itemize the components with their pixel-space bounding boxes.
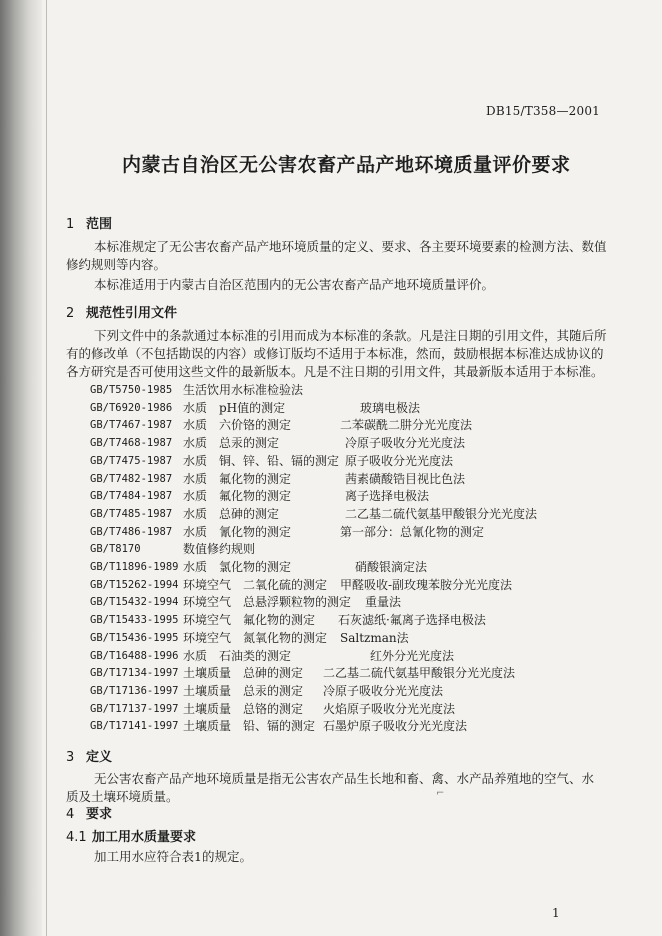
reference-code: GB/T17136-1997 [90,684,179,697]
paragraph-line: 无公害农畜产品产地环境质量是指无公害农产品生长地和畜、禽、水产品养殖地的空气、水 [94,771,595,786]
document-number: DB15/T358—2001 [486,104,600,118]
reference-method: 重量法 [365,595,402,610]
document-title: 内蒙古自治区无公害农畜产品产地环境质量评价要求 [122,154,571,176]
reference-row [90,718,610,735]
reference-code: GB/T16488-1996 [90,649,179,662]
section-number: 3 [66,750,75,765]
reference-method: 硝酸银滴定法 [355,560,428,574]
reference-method: 石墨炉原子吸收分光光度法 [323,719,468,734]
reference-code: GB/T15436-1995 [90,631,179,644]
reference-list [90,382,610,742]
reference-row [90,382,610,399]
reference-row [90,701,610,718]
reference-code: GB/T7485-1987 [90,507,173,520]
paragraph-line: 修约规则等内容。 [66,257,167,272]
section-3-heading [66,746,112,765]
reference-method: 二乙基二硫代氨基甲酸银分光光度法 [345,506,538,521]
reference-title: 环境空气 二氧化硫的测定 [183,577,328,592]
reference-title: 土壤质量 总铬的测定 [183,701,304,716]
section-number: 1 [66,217,75,232]
reference-title: 环境空气 氮氧化物的测定 [183,630,328,645]
reference-title: 水质 总汞的测定 [183,436,280,451]
reference-code: GB/T7475-1987 [90,454,173,467]
reference-row [90,665,610,682]
reference-title: 生活饮用水标准检验法 [183,383,304,397]
reference-code: GB/T15262-1994 [90,578,179,591]
reference-row [90,612,610,629]
reference-code: GB/T8170 [90,543,141,556]
pencil-mark: ⌐ [436,788,445,799]
reference-title: 数值修约规则 [183,542,256,557]
reference-title: 水质 铜、锌、铅、镉的测定 [183,453,340,468]
reference-method: 原子吸收分光光度法 [345,453,454,468]
reference-code: GB/T7467-1987 [90,419,173,432]
subsection-number: 4.1 [66,830,87,845]
reference-title: 土壤质量 总砷的测定 [183,666,304,681]
reference-title: 水质 石油类的测定 [183,648,292,663]
reference-method: 甲醛吸收-副玫瑰苯胺分光光度法 [340,577,513,592]
reference-code: GB/T7468-1987 [90,437,173,450]
reference-row [90,488,610,505]
reference-row [90,648,610,665]
section-1-heading [66,213,112,232]
section-title: 要求 [86,807,113,822]
page-number: 1 [552,906,560,920]
reference-code: GB/T11896-1989 [90,561,179,573]
reference-row [90,630,610,647]
paragraph: 加工用水应符合表1的规定。 [94,849,252,864]
subsection-4-1-heading [66,826,196,845]
reference-code: GB/T5750-1985 [90,384,173,396]
reference-code: GB/T7482-1987 [90,472,173,485]
reference-title: 水质 总砷的测定 [183,506,280,521]
reference-row [90,594,610,611]
reference-row [90,559,610,576]
reference-row [90,541,610,558]
reference-method: 茜素磺酸锆目视比色法 [345,471,466,486]
reference-title: 水质 氟化物的测定 [183,489,292,504]
section-2-heading [66,302,177,321]
paragraph: 本标准适用于内蒙古自治区范围内的无公害农畜产品产地环境质量评价。 [94,277,495,292]
section-number: 4 [66,807,75,822]
reference-row [90,524,610,541]
paragraph-line: 本标准规定了无公害农畜产品产地环境质量的定义、要求、各主要环境要素的检测方法、数值 [94,239,607,254]
reference-title: 水质 氯化物的测定 [183,560,292,574]
reference-row [90,417,610,434]
reference-code: GB/T15433-1995 [90,614,179,627]
reference-row [90,435,610,452]
reference-method: 冷原子吸收分光光度法 [323,683,444,698]
reference-method: 火焰原子吸收分光光度法 [323,701,456,716]
reference-row [90,471,610,488]
paragraph-line: 下列文件中的条款通过本标准的引用而成为本标准的条款。凡是注日期的引用文件，其随后所 [94,328,607,343]
section-4-heading [66,803,112,822]
section-number: 2 [66,306,75,321]
reference-code: GB/T7486-1987 [90,525,173,538]
reference-row [90,683,610,700]
reference-title: 环境空气 总悬浮颗粒物的测定 [183,595,352,610]
reference-code: GB/T17141-1997 [90,720,179,733]
reference-method: 二乙基二硫代氨基甲酸银分光光度法 [323,666,516,681]
reference-row [90,453,610,470]
binding-gutter [0,0,42,936]
paragraph-line: 质及土壤环境质量。 [66,789,179,804]
reference-row [90,400,610,417]
reference-code: GB/T7484-1987 [90,490,173,503]
reference-code: GB/T6920-1986 [90,401,173,414]
reference-method: 二苯碳酰二肼分光光度法 [340,418,473,433]
reference-title: 环境空气 氟化物的测定 [183,613,316,628]
reference-method: 玻璃电极法 [360,400,421,415]
reference-method: Saltzman法 [340,630,409,645]
binding-edge-line [46,0,47,936]
reference-method: 红外分光光度法 [370,648,455,663]
reference-method: 冷原子吸收分光光度法 [345,436,466,451]
section-title: 规范性引用文件 [86,306,178,321]
reference-method: 离子选择电极法 [345,489,430,504]
subsection-title: 加工用水质量要求 [92,830,197,845]
section-title: 定义 [86,750,113,765]
section-title: 范围 [86,217,113,232]
reference-method: 石灰滤纸·氟离子选择电极法 [338,613,486,628]
reference-title: 土壤质量 铅、镉的测定 [183,719,316,734]
reference-code: GB/T15432-1994 [90,596,179,609]
paragraph-line: 有的修改单（不包括勘误的内容）或修订版均不适用于本标准，然而，鼓励根据本标准达成协议的 [66,346,604,361]
reference-title: 水质 六价铬的测定 [183,418,292,433]
reference-code: GB/T17137-1997 [90,702,179,715]
paragraph-line: 各方研究是否可使用这些文件的最新版本。凡是不注日期的引用文件，其最新版本适用于本标准。 [66,364,604,379]
reference-row [90,577,610,594]
reference-title: 土壤质量 总汞的测定 [183,683,304,698]
reference-title: 水质 pH值的测定 [183,400,286,415]
reference-method: 第一部分：总氰化物的测定 [340,524,485,539]
reference-row [90,506,610,523]
reference-code: GB/T17134-1997 [90,667,179,680]
reference-title: 水质 氰化物的测定 [183,524,292,539]
reference-title: 水质 氟化物的测定 [183,471,292,486]
